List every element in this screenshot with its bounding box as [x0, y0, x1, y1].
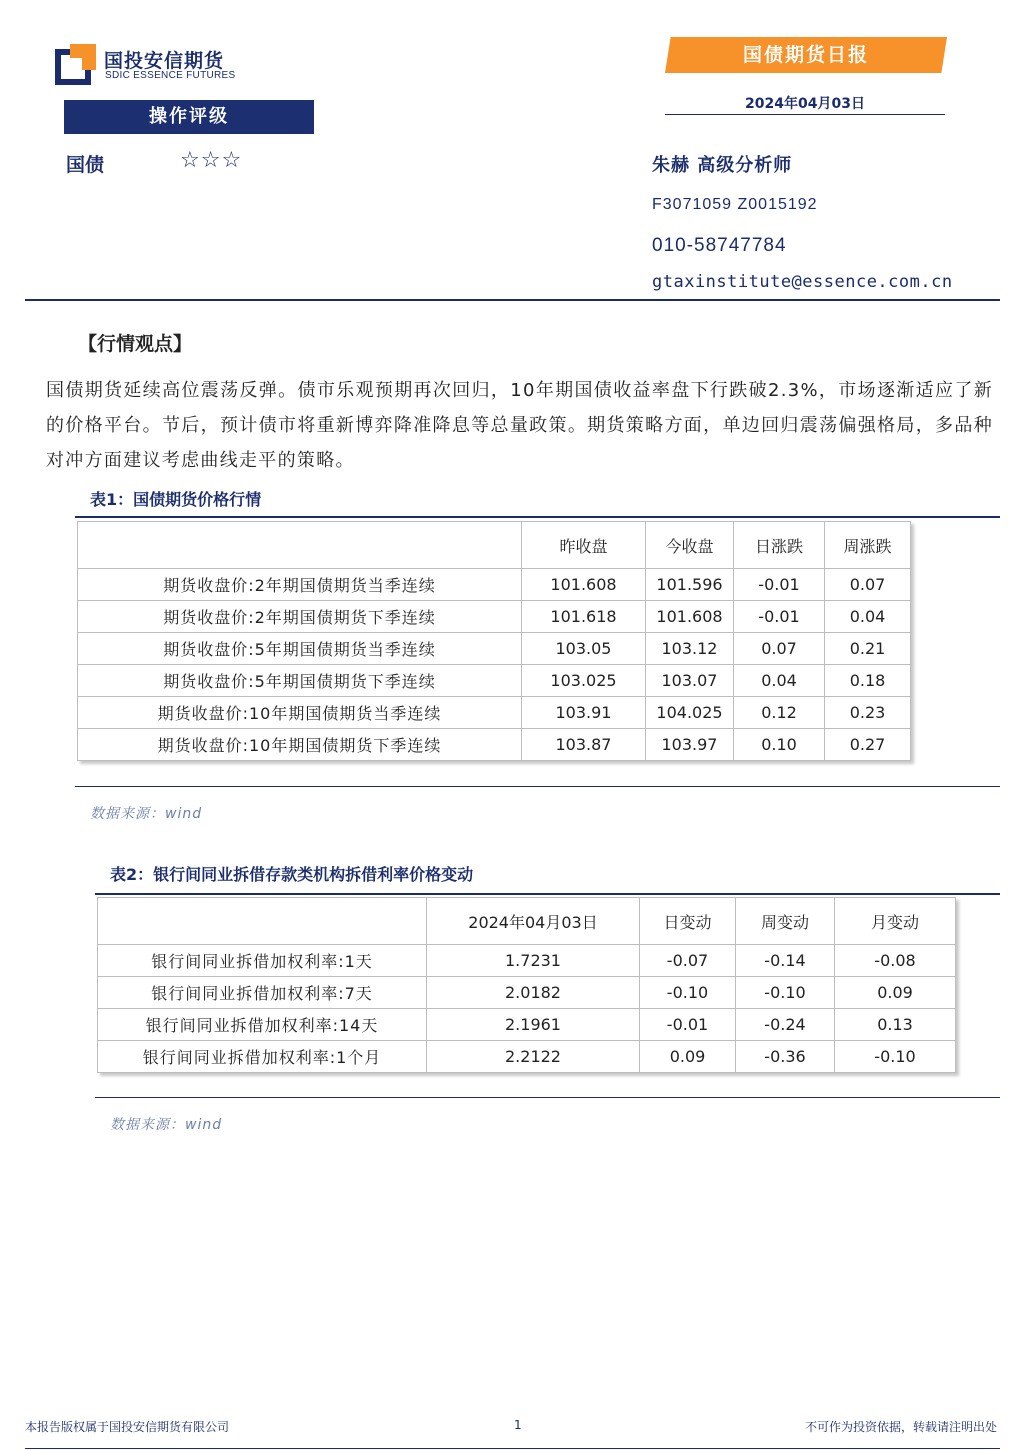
header-cell: [98, 898, 427, 945]
cell: 2.1961: [427, 1009, 640, 1041]
cell: -0.10: [736, 977, 835, 1009]
table-row: [98, 1009, 956, 1041]
header-cell: 日变动: [640, 898, 736, 945]
cell: -0.14: [736, 945, 835, 977]
footer-disclaimer: 不可作为投资依据，转载请注明出处: [804, 1420, 997, 1434]
table-row: [78, 729, 911, 761]
report-date: 2024年04月03日: [745, 96, 865, 112]
header-cell: 昨收盘: [522, 522, 646, 569]
logo-mark-icon: [54, 42, 98, 86]
cell: 104.025: [646, 697, 734, 729]
cell: 101.608: [646, 601, 734, 633]
cell: 0.18: [825, 665, 911, 697]
cell: -0.10: [640, 977, 736, 1009]
table-row: [98, 977, 956, 1009]
table-row: [78, 697, 911, 729]
date-divider: [665, 114, 945, 115]
table-header-row: [98, 898, 956, 945]
cell: 103.05: [522, 633, 646, 665]
header-cell: [78, 522, 522, 569]
interbank-rate-table: [97, 897, 956, 1073]
row-label: 期货收盘价:10年期国债期货当季连续: [78, 697, 522, 729]
view-paragraph: 国债期货延续高位震荡反弹。债市乐观预期再次回归，10年期国债收益率盘下行跌破2.3%，市场逐渐适应了新的价格平台。节后，预计债市将重新博弈降准降息等总量政策。期货策略方面，单边回归震荡偏强格局，多品种对冲方面建议考虑曲线走平的策略。: [46, 380, 993, 471]
analyst-phone: 010-58747784: [652, 235, 787, 256]
cell: 0.23: [825, 697, 911, 729]
footer-divider: [25, 1448, 1000, 1449]
header-divider: [25, 299, 1000, 301]
table2-title: 表2：银行间同业拆借存款类机构拆借利率价格变动: [110, 865, 474, 884]
row-label: 期货收盘价:5年期国债期货当季连续: [78, 633, 522, 665]
cell: 101.618: [522, 601, 646, 633]
page-number: 1: [514, 1418, 522, 1432]
cell: -0.07: [640, 945, 736, 977]
table2-rule: [95, 893, 1000, 895]
row-label: 银行间同业拆借加权利率:1天: [98, 945, 427, 977]
cell: 103.87: [522, 729, 646, 761]
logo-name: 国投安信期货: [104, 50, 225, 72]
row-label: 银行间同业拆借加权利率:14天: [98, 1009, 427, 1041]
futures-price-table: [77, 521, 911, 761]
table-row: [78, 665, 911, 697]
cell: 2.0182: [427, 977, 640, 1009]
footer-copyright: 本报告版权属于国投安信期货有限公司: [25, 1420, 230, 1434]
logo-subtitle: SDIC ESSENCE FUTURES: [105, 70, 236, 81]
table1-source-divider: [75, 786, 1000, 787]
rating-stars: ☆☆☆: [180, 148, 243, 173]
header-cell: 月变动: [835, 898, 956, 945]
cell: 0.10: [734, 729, 825, 761]
table1-rule: [75, 516, 1000, 518]
row-label: 期货收盘价:2年期国债期货当季连续: [78, 569, 522, 601]
table1-title: 表1：国债期货价格行情: [90, 490, 262, 509]
cell: -0.08: [835, 945, 956, 977]
cell: -0.24: [736, 1009, 835, 1041]
cell: -0.01: [734, 569, 825, 601]
cell: 1.7231: [427, 945, 640, 977]
row-label: 期货收盘价:10年期国债期货下季连续: [78, 729, 522, 761]
row-label: 期货收盘价:5年期国债期货下季连续: [78, 665, 522, 697]
header-cell: 周涨跌: [825, 522, 911, 569]
table-row: [78, 633, 911, 665]
row-label: 期货收盘价:2年期国债期货下季连续: [78, 601, 522, 633]
cell: 0.07: [825, 569, 911, 601]
cell: 103.07: [646, 665, 734, 697]
report-title: 国债期货日报: [742, 44, 869, 66]
product-name: 国债: [66, 154, 105, 176]
table2-source: 数据来源：wind: [110, 1117, 223, 1133]
cell: 0.07: [734, 633, 825, 665]
cell: 103.97: [646, 729, 734, 761]
cell: 0.09: [640, 1041, 736, 1073]
cell: -0.10: [835, 1041, 956, 1073]
cell: 103.12: [646, 633, 734, 665]
analyst-name: 朱赫 高级分析师: [652, 155, 793, 176]
view-heading: 【行情观点】: [78, 333, 193, 355]
cell: 0.12: [734, 697, 825, 729]
table-header-row: [78, 522, 911, 569]
cell: 0.13: [835, 1009, 956, 1041]
analyst-certificate: F3071059 Z0015192: [652, 196, 818, 213]
cell: 0.04: [825, 601, 911, 633]
table-row: [98, 945, 956, 977]
header-cell: 今收盘: [646, 522, 734, 569]
cell: 0.21: [825, 633, 911, 665]
row-label: 银行间同业拆借加权利率:1个月: [98, 1041, 427, 1073]
table1-source: 数据来源：wind: [90, 806, 203, 822]
header-cell: 周变动: [736, 898, 835, 945]
cell: -0.01: [734, 601, 825, 633]
cell: 103.025: [522, 665, 646, 697]
table-row: [78, 569, 911, 601]
analyst-email[interactable]: gtaxinstitute@essence.com.cn: [652, 272, 953, 292]
cell: 0.04: [734, 665, 825, 697]
cell: 2.2122: [427, 1041, 640, 1073]
header-cell: 2024年04月03日: [427, 898, 640, 945]
cell: 103.91: [522, 697, 646, 729]
table-row: [78, 601, 911, 633]
cell: -0.01: [640, 1009, 736, 1041]
cell: 0.27: [825, 729, 911, 761]
header-cell: 日涨跌: [734, 522, 825, 569]
rating-title: 操作评级: [64, 100, 314, 134]
report-banner: [665, 37, 947, 73]
table-row: [98, 1041, 956, 1073]
cell: 101.596: [646, 569, 734, 601]
cell: 0.09: [835, 977, 956, 1009]
cell: -0.36: [736, 1041, 835, 1073]
cell: 101.608: [522, 569, 646, 601]
table2-source-divider: [95, 1097, 1000, 1098]
company-logo: [52, 40, 252, 88]
row-label: 银行间同业拆借加权利率:7天: [98, 977, 427, 1009]
